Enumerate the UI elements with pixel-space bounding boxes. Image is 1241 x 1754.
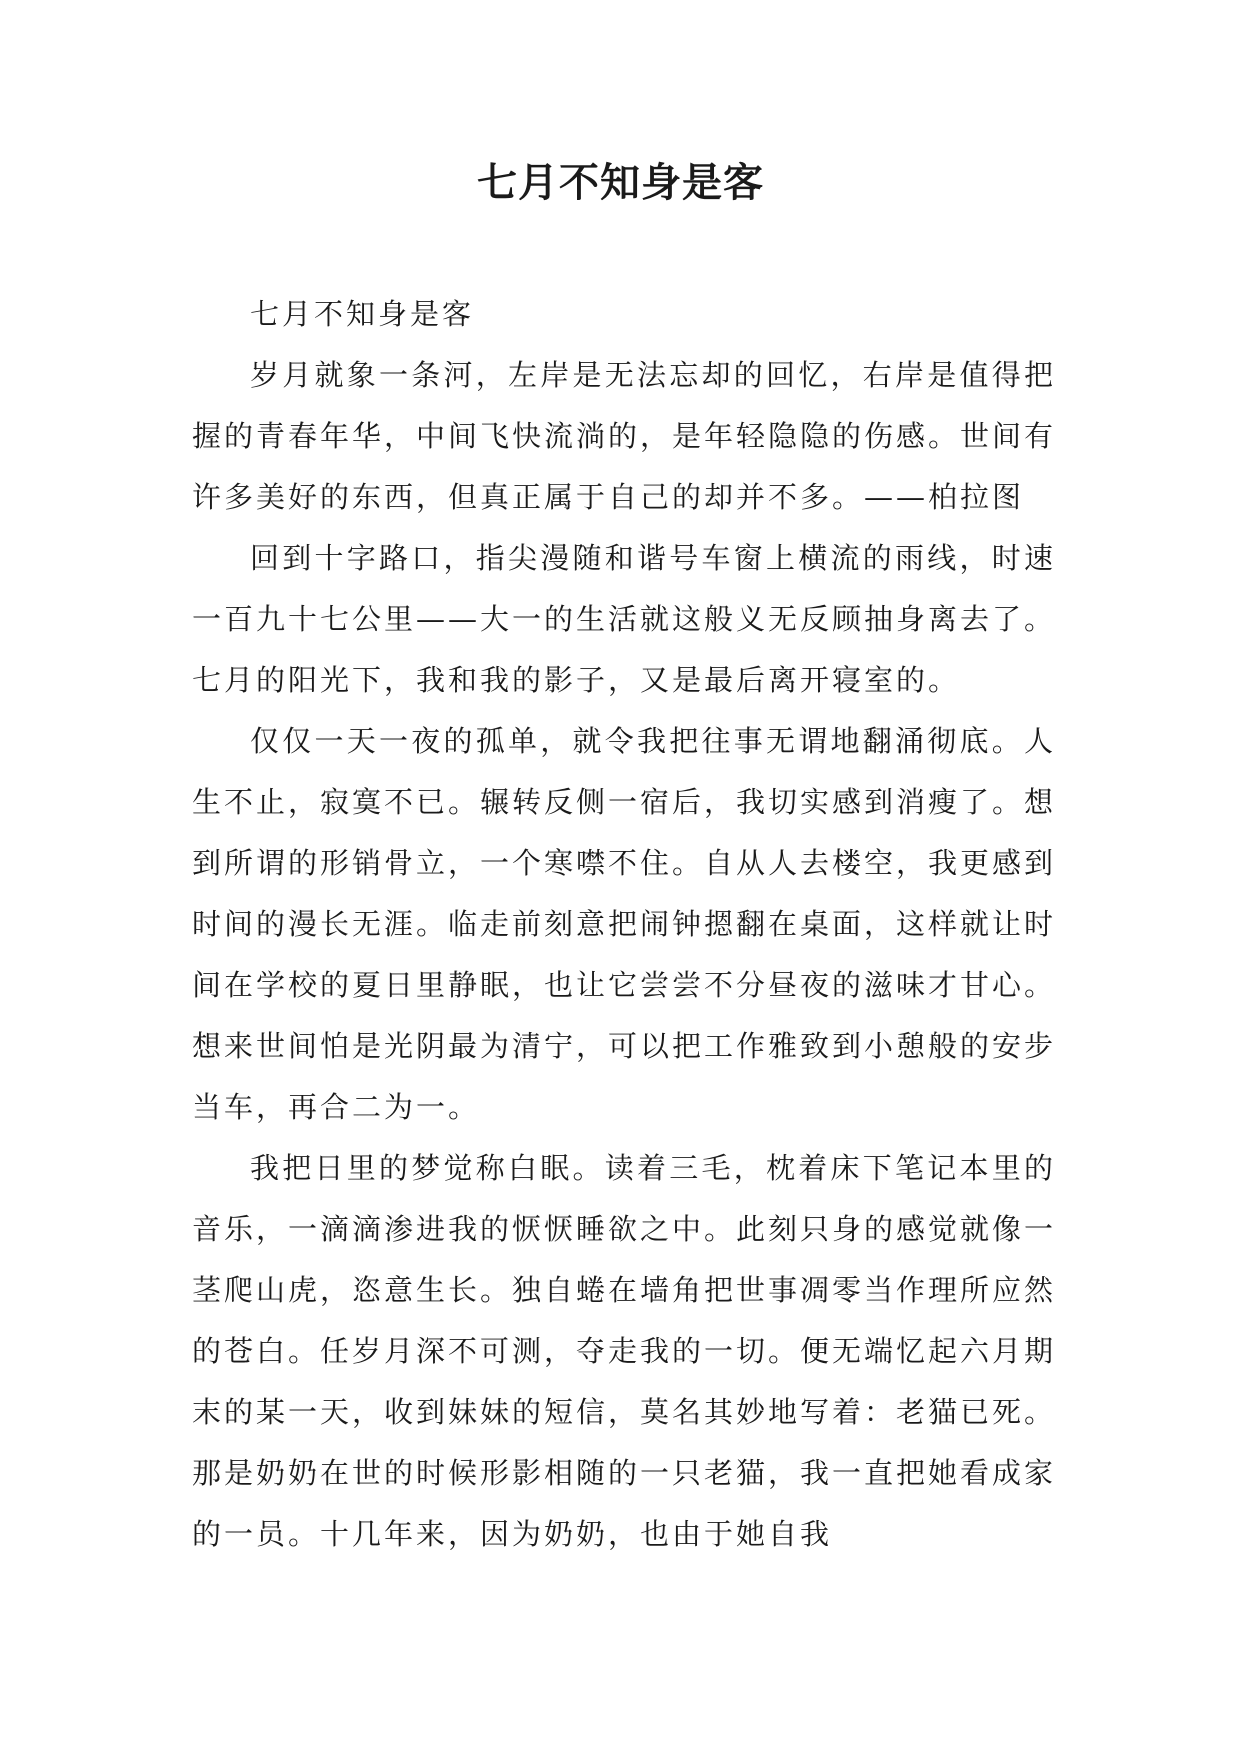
paragraph: 我把日里的梦觉称白眠。读着三毛，枕着床下笔记本里的音乐，一滴滴渗进我的恹恹睡欲之中。此刻只身的感觉就像一茎爬山虎，恣意生长。独自蜷在墙角把世事凋零当作理所应然的苍白。任岁月深不可测，夺走我的一切。便无端忆起六月期末的某一天，收到妹妹的短信，莫名其妙地写着：老猫已死。那是奶奶在世的时候形影相随的一只老猫，我一直把她看成家的一员。十几年来，因为奶奶，也由于她自我 <box>192 1151 1057 1551</box>
paragraph: 回到十字路口，指尖漫随和谐号车窗上横流的雨线，时速一百九十七公里——大一的生活就这般义无反顾抽身离去了。七月的阳光下，我和我的影子，又是最后离开寝室的。 <box>192 541 1057 697</box>
document-title: 七月不知身是客 <box>477 159 764 206</box>
document-body <box>192 284 1056 1565</box>
paragraph: 七月不知身是客 <box>250 297 475 331</box>
paragraph: 岁月就象一条河，左岸是无法忘却的回忆，右岸是值得把握的青春年华，中间飞快流淌的，是年轻隐隐的伤感。世间有许多美好的东西，但真正属于自己的却并不多。——柏拉图 <box>192 358 1057 514</box>
paragraph: 仅仅一天一夜的孤单，就令我把往事无谓地翻涌彻底。人生不止，寂寞不已。辗转反侧一宿后，我切实感到消瘦了。想到所谓的形销骨立，一个寒噤不住。自从人去楼空，我更感到时间的漫长无涯。临走前刻意把闹钟摁翻在桌面，这样就让时间在学校的夏日里静眠，也让它尝尝不分昼夜的滋味才甘心。想来世间怕是光阴最为清宁，可以把工作雅致到小憩般的安步当车，再合二为一。 <box>192 724 1057 1124</box>
